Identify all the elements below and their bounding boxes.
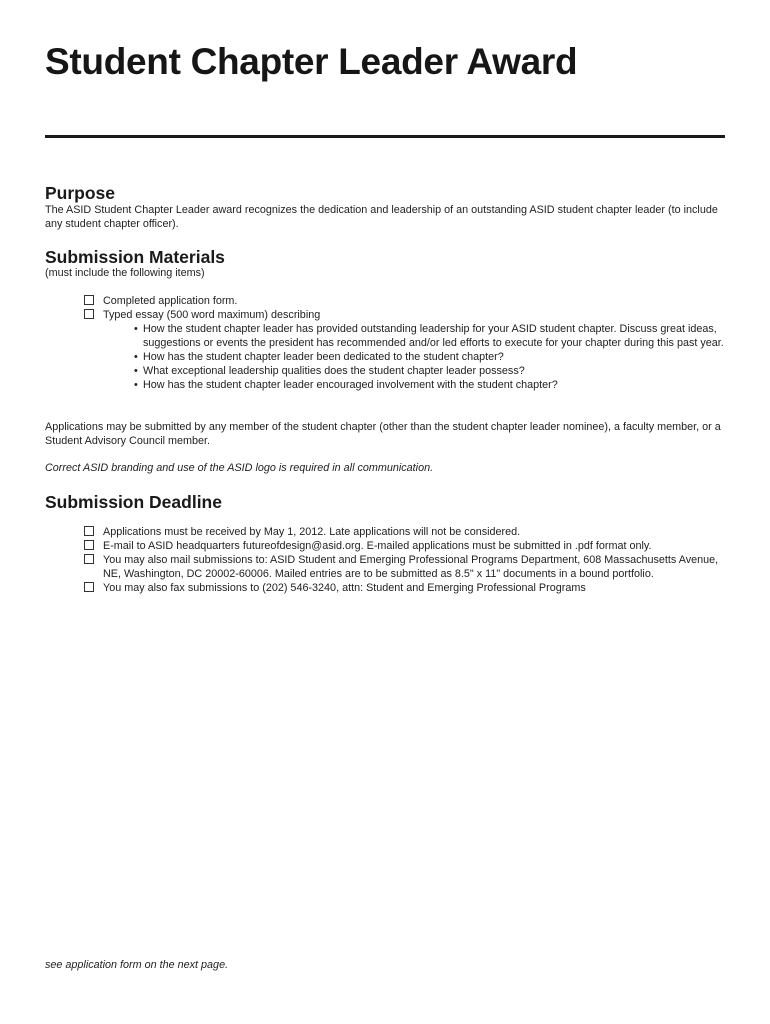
essay-point xyxy=(134,322,734,350)
bullet-icon: • xyxy=(134,323,138,335)
submission-materials-checklist xyxy=(84,294,734,392)
checkbox[interactable] xyxy=(84,309,94,319)
checkbox[interactable] xyxy=(84,526,94,536)
checkbox[interactable] xyxy=(84,582,94,592)
materials-item xyxy=(84,294,734,308)
title-divider xyxy=(45,135,725,138)
essay-point xyxy=(134,350,734,364)
bullet-icon: • xyxy=(134,379,138,391)
materials-item xyxy=(84,308,734,392)
deadline-item xyxy=(84,539,734,553)
deadline-item xyxy=(84,525,734,539)
essay-point-text: How has the student chapter leader encouraged involvement with the student chapter? xyxy=(143,379,558,391)
materials-item-label: Typed essay (500 word maximum) describing xyxy=(103,309,321,321)
checkbox[interactable] xyxy=(84,554,94,564)
bullet-icon: • xyxy=(134,351,138,363)
essay-point xyxy=(134,378,734,392)
submission-materials-subheading: (must include the following items) xyxy=(45,267,205,279)
deadline-item-label: E-mail to ASID headquarters futureofdesign@asid.org. E-mailed applications must be submitted in .pdf format only. xyxy=(103,540,652,552)
bullet-icon: • xyxy=(134,365,138,377)
page-title: Student Chapter Leader Award xyxy=(45,41,578,82)
purpose-text: The ASID Student Chapter Leader award recognizes the dedication and leadership of an outstanding ASID student chapter leader (to include any student chapter officer). xyxy=(45,204,718,230)
deadline-item xyxy=(84,553,734,581)
deadline-item xyxy=(84,581,734,595)
deadline-item-label: You may also mail submissions to: ASID Student and Emerging Professional Programs Department, 608 Massachusetts Avenue, NE, Washington, DC 20002-60006. Mailed entries are to be submitted as 8.5" x 11" documents in a bound portfolio. xyxy=(103,554,719,580)
essay-point-text: How the student chapter leader has provided outstanding leadership for your ASID student chapter. Discuss great ideas, suggestions or events the president has recommended and/or led efforts to execute for your chapter during this past year. xyxy=(143,323,724,349)
essay-point-text: How has the student chapter leader been dedicated to the student chapter? xyxy=(143,351,504,363)
branding-note: Correct ASID branding and use of the ASID logo is required in all communication. xyxy=(45,462,434,474)
submission-materials-heading: Submission Materials xyxy=(45,247,225,267)
footer-note: see application form on the next page. xyxy=(45,959,229,971)
essay-point xyxy=(134,364,734,378)
deadline-item-label: You may also fax submissions to (202) 546-3240, attn: Student and Emerging Professional Programs xyxy=(103,582,586,594)
submission-deadline-heading: Submission Deadline xyxy=(45,492,222,512)
checkbox[interactable] xyxy=(84,540,94,550)
essay-points-list xyxy=(103,322,734,392)
eligibility-text: Applications may be submitted by any member of the student chapter (other than the student chapter leader nominee), a faculty member, or a Student Advisory Council member. xyxy=(45,421,721,447)
checkbox[interactable] xyxy=(84,295,94,305)
deadline-item-label: Applications must be received by May 1, 2012. Late applications will not be considered. xyxy=(103,526,521,538)
submission-deadline-checklist xyxy=(84,525,734,595)
essay-point-text: What exceptional leadership qualities does the student chapter leader possess? xyxy=(143,365,525,377)
materials-item-label: Completed application form. xyxy=(103,295,238,307)
purpose-heading: Purpose xyxy=(45,183,116,203)
